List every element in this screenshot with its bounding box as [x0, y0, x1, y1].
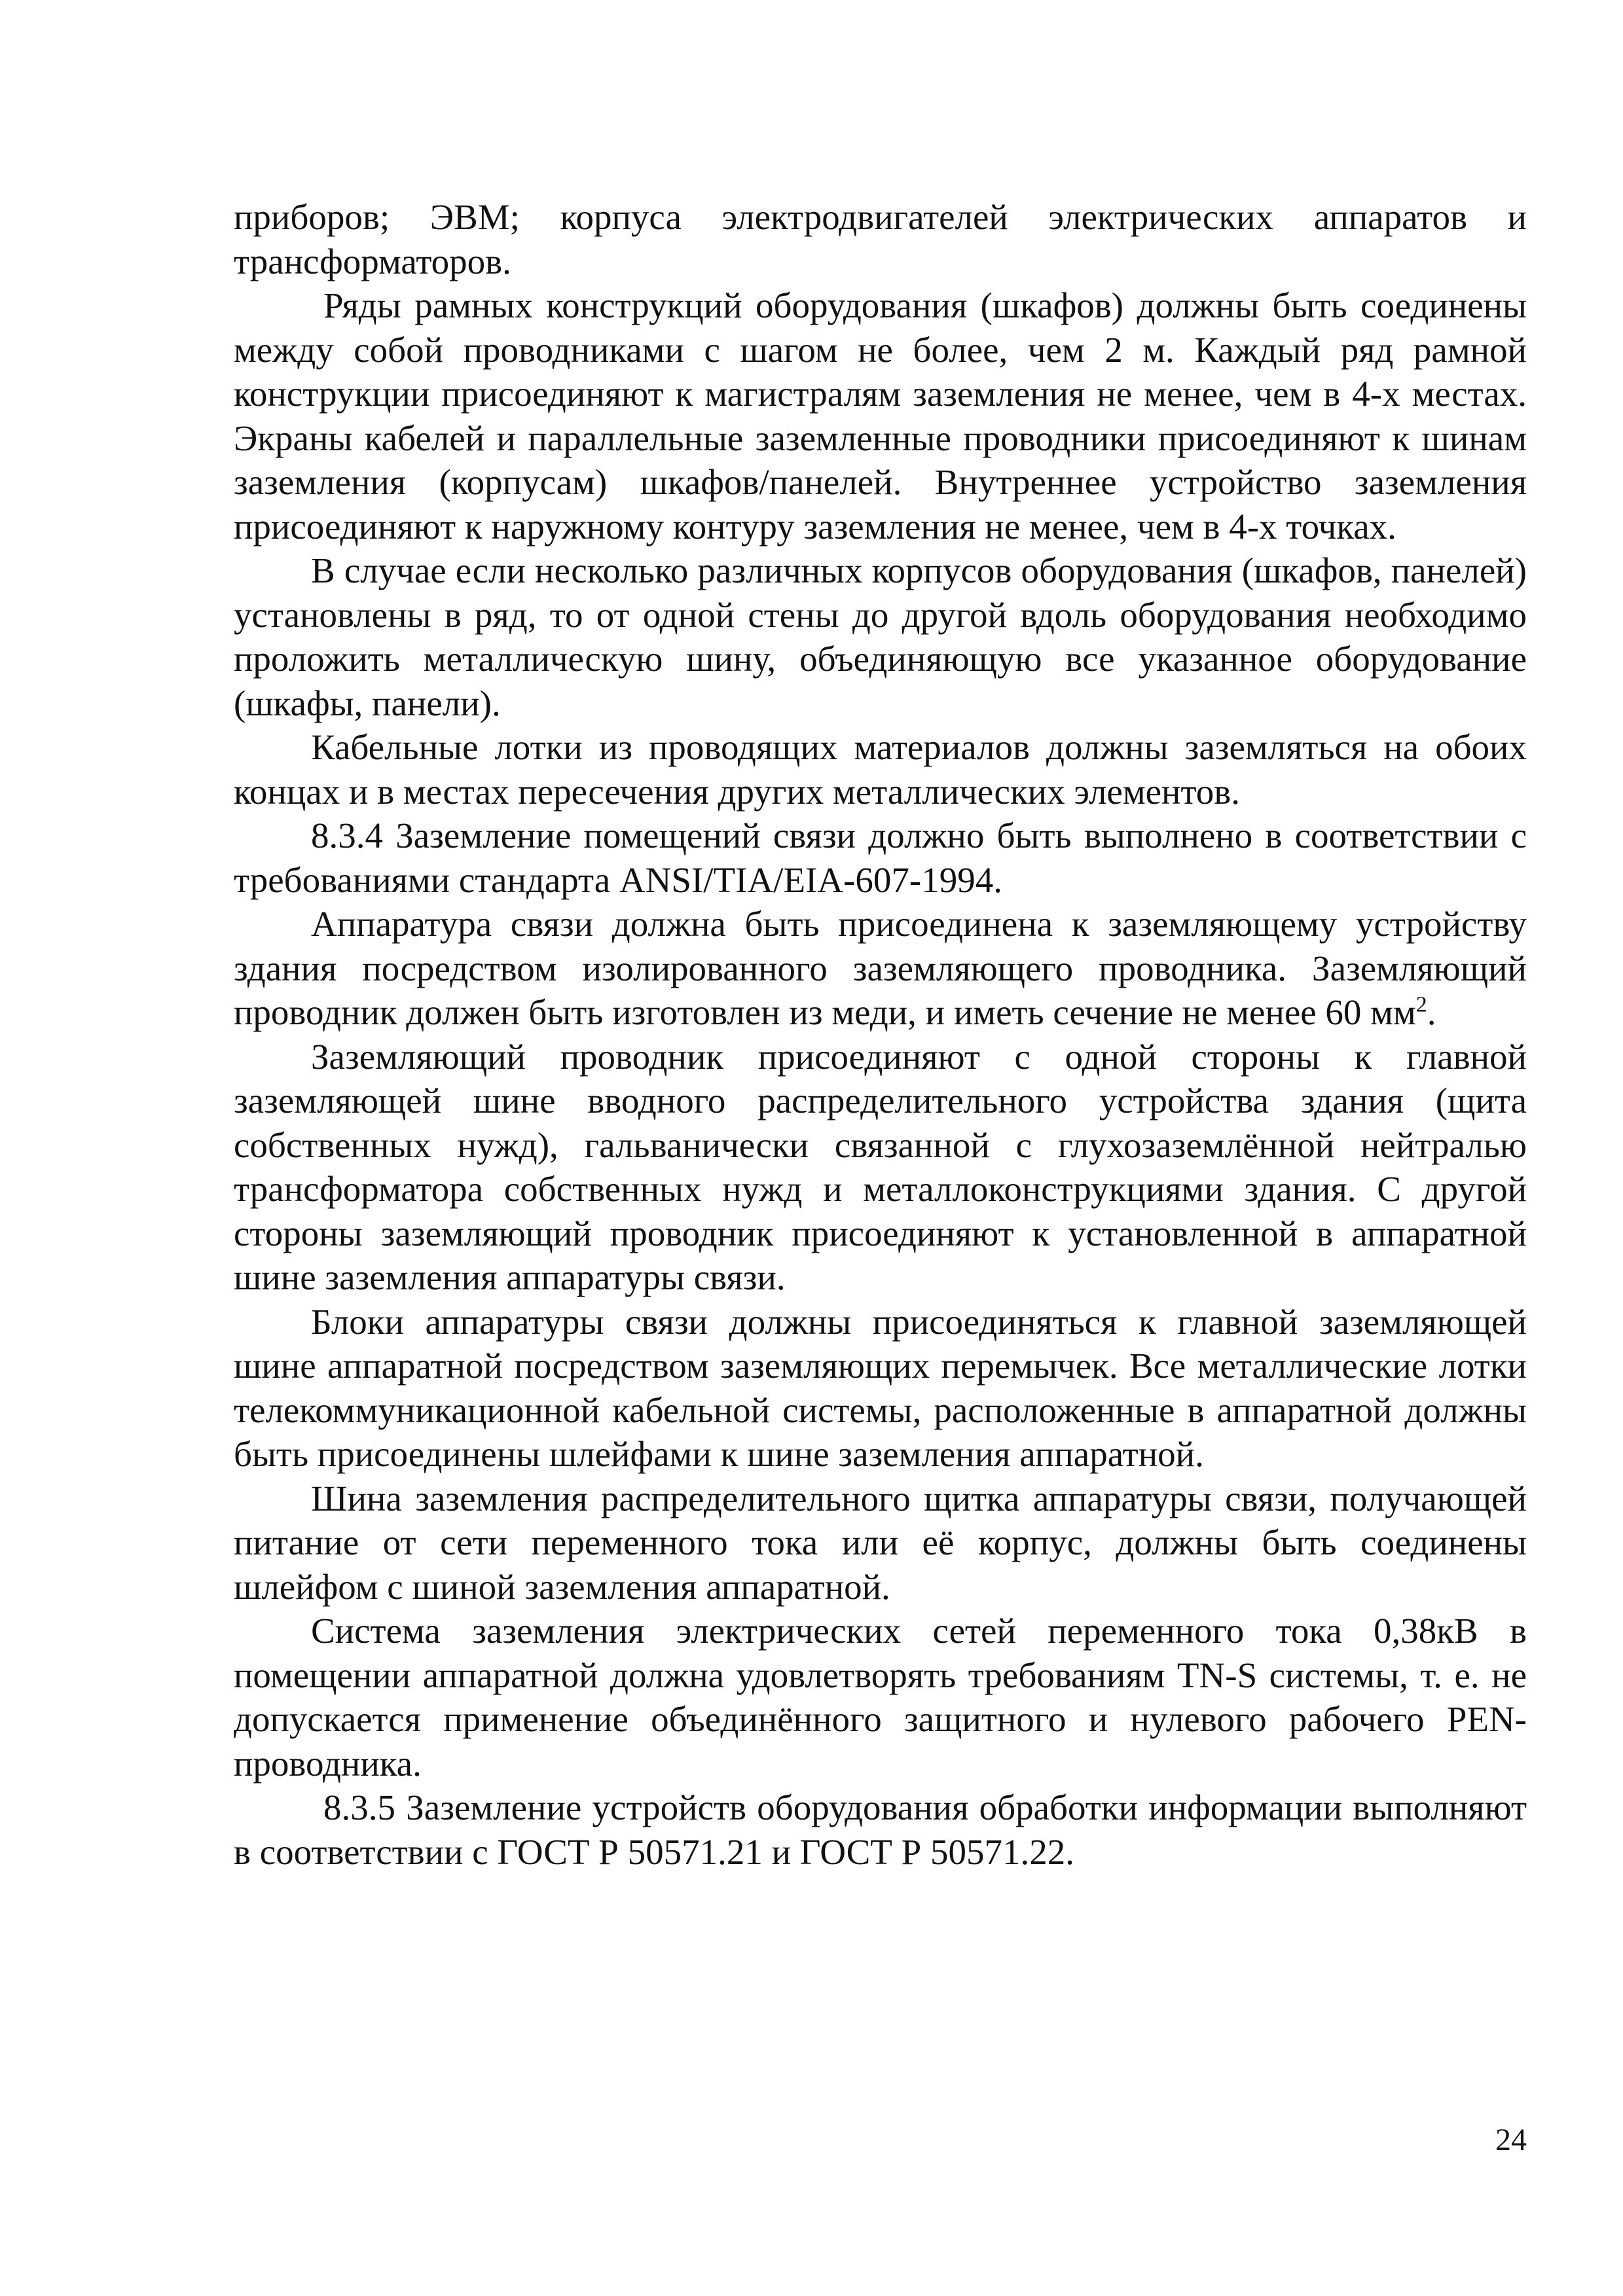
paragraph-section-8-3-4: 8.3.4 Заземление помещений связи должно быть выполнено в соответствии с требованиями стандарта ANSI/TIA/EIA-607-1994.	[234, 816, 1527, 900]
paragraph-equipment-blocks: Блоки аппаратуры связи должны присоединяться к главной заземляющей шине аппаратной посредством заземляющих перемычек. Все металлические лотки телекоммуникационной кабельной системы, расположенные в аппаратной должны быть присоединены шлейфами к шине заземления аппаратной.	[234, 1301, 1527, 1474]
paragraph-frame-rows: Ряды рамных конструкций оборудования (шкафов) должны быть соединены между собой проводниками с шагом не более, чем 2 м. Каждый ряд рамной конструкции присоединяют к магистралям заземления не менее, чем в 4-х местах. Экраны кабелей и параллельные заземленные проводники присоединяют к шинам заземления (корпусам) шкафов/панелей. Внутреннее устройство заземления присоединяют к наружному контуру заземления не менее, чем в 4-х точках.	[234, 285, 1527, 547]
paragraph-cable-trays: Кабельные лотки из проводящих материалов должны заземляться на обоих концах и в местах пересечения других металлических элементов.	[234, 727, 1527, 812]
paragraph-distribution-board-bus: Шина заземления распределительного щитка аппаратуры связи, получающей питание от сети переменного тока или её корпус, должны быть соединены шлейфом с шиной заземления аппаратной.	[234, 1478, 1527, 1607]
superscript-2: 2	[1415, 992, 1427, 1017]
page-number: 24	[1495, 2123, 1527, 2157]
paragraph-continuation: приборов; ЭВМ; корпуса электродвигателей электрических аппаратов и трансформаторов.	[234, 197, 1527, 281]
paragraph-cabinets-row: В случае если несколько различных корпусов оборудования (шкафов, панелей) установлены в ряд, то от одной стены до другой вдоль оборудования необходимо проложить металлическую шину, объединяющую все указанное оборудование (шкафы, панели).	[234, 550, 1527, 723]
comm-equipment-text: Аппаратура связи должна быть присоединена к заземляющему устройству здания посредством изолированного заземляющего проводника. Заземляющий проводник должен быть изготовлен из меди, и иметь сечение не менее 60 мм	[234, 904, 1527, 1032]
period: .	[1427, 992, 1436, 1032]
document-page	[234, 195, 1527, 1874]
paragraph-section-8-3-5: 8.3.5 Заземление устройств оборудования обработки информации выполняют в соответствии с ГОСТ Р 50571.21 и ГОСТ Р 50571.22.	[234, 1787, 1527, 1872]
paragraph-comm-equipment	[234, 902, 1527, 1035]
paragraph-ac-grounding-system: Система заземления электрических сетей переменного тока 0,38кВ в помещении аппаратной должна удовлетворять требованиям TN-S системы, т. е. не допускается применение объединённого защитного и нулевого рабочего PEN-проводника.	[234, 1611, 1527, 1784]
paragraph-grounding-conductor: Заземляющий проводник присоединяют с одной стороны к главной заземляющей шине вводного распределительного устройства здания (щита собственных нужд), гальванически связанной с глухозаземлённой нейтралью трансформатора собственных нужд и металлоконструкциями здания. С другой стороны заземляющий проводник присоединяют к установленной в аппаратной шине заземления аппаратуры связи.	[234, 1036, 1527, 1297]
